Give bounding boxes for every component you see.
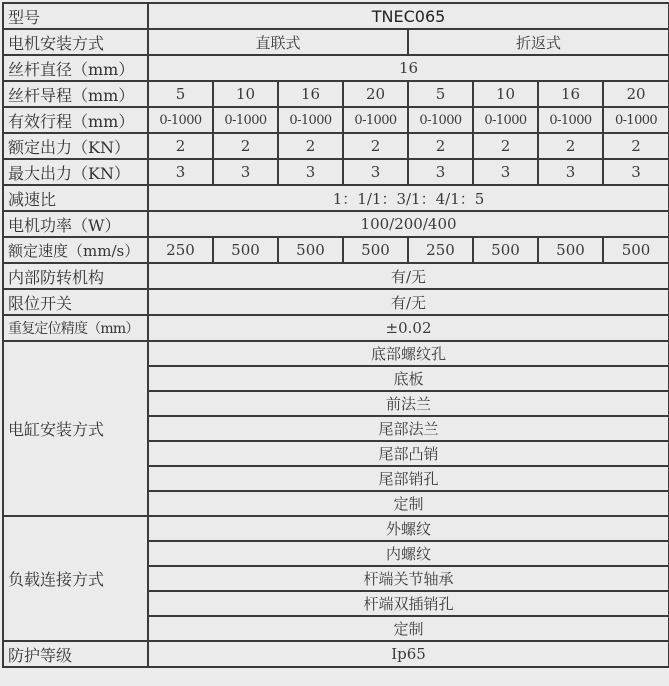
label-repeatability: 重复定位精度（mm） xyxy=(3,315,148,341)
label-anti-rotation: 内部防转机构 xyxy=(3,263,148,289)
label-protection: 防护等级 xyxy=(3,641,148,667)
value-direct-mount: 直联式 xyxy=(148,29,408,55)
cell: 3 xyxy=(473,159,538,185)
cell: 3 xyxy=(408,159,473,185)
cell: 3 xyxy=(278,159,343,185)
label-load-connection: 负载连接方式 xyxy=(3,516,148,641)
row-model xyxy=(3,3,669,29)
cell: 3 xyxy=(213,159,278,185)
label-limit-switch: 限位开关 xyxy=(3,289,148,315)
cell: 250 xyxy=(148,237,213,263)
cylinder-mount-option: 底部螺纹孔 xyxy=(148,341,669,366)
row-stroke xyxy=(3,107,669,133)
cylinder-mount-option: 尾部法兰 xyxy=(148,416,669,441)
row-rated-force xyxy=(3,133,669,159)
label-max-force: 最大出力（KN） xyxy=(3,159,148,185)
cell: 10 xyxy=(213,81,278,107)
spec-table xyxy=(2,2,669,668)
cell: 0-1000 xyxy=(408,107,473,133)
label-stroke: 有效行程（mm） xyxy=(3,107,148,133)
cell: 0-1000 xyxy=(473,107,538,133)
cell: 20 xyxy=(603,81,669,107)
label-model: 型号 xyxy=(3,3,148,29)
load-connection-option: 定制 xyxy=(148,616,669,641)
value-motor-power: 100/200/400 xyxy=(148,211,669,237)
cylinder-mount-option: 前法兰 xyxy=(148,391,669,416)
cell: 0-1000 xyxy=(538,107,603,133)
row-motor-power xyxy=(3,211,669,237)
label-reduction-ratio: 减速比 xyxy=(3,185,148,211)
cell: 3 xyxy=(343,159,408,185)
value-model: TNEC065 xyxy=(148,3,669,29)
value-protection: Ip65 xyxy=(148,641,669,667)
cell: 0-1000 xyxy=(148,107,213,133)
row-reduction-ratio xyxy=(3,185,669,211)
load-connection-option: 杆端双插销孔 xyxy=(148,591,669,616)
row-screw-lead xyxy=(3,81,669,107)
row-motor-mount xyxy=(3,29,669,55)
cell: 3 xyxy=(603,159,669,185)
cylinder-mount-option: 底板 xyxy=(148,366,669,391)
row-repeatability xyxy=(3,315,669,341)
row-limit-switch xyxy=(3,289,669,315)
cell: 500 xyxy=(343,237,408,263)
cell: 2 xyxy=(473,133,538,159)
value-screw-diameter: 16 xyxy=(148,55,669,81)
value-limit-switch: 有/无 xyxy=(148,289,669,315)
row-rated-speed xyxy=(3,237,669,263)
cell: 5 xyxy=(408,81,473,107)
load-connection-option: 内螺纹 xyxy=(148,541,669,566)
row-cylinder-mount xyxy=(3,341,669,366)
value-anti-rotation: 有/无 xyxy=(148,263,669,289)
load-connection-option: 杆端关节轴承 xyxy=(148,566,669,591)
cell: 250 xyxy=(408,237,473,263)
row-protection xyxy=(3,641,669,667)
row-anti-rotation xyxy=(3,263,669,289)
label-motor-mount: 电机安装方式 xyxy=(3,29,148,55)
load-connection-option: 外螺纹 xyxy=(148,516,669,541)
cell: 2 xyxy=(538,133,603,159)
cell: 2 xyxy=(278,133,343,159)
cylinder-mount-option: 尾部销孔 xyxy=(148,466,669,491)
cell: 500 xyxy=(603,237,669,263)
row-screw-diameter xyxy=(3,55,669,81)
label-motor-power: 电机功率（W） xyxy=(3,211,148,237)
cell: 2 xyxy=(603,133,669,159)
cell: 2 xyxy=(148,133,213,159)
cell: 2 xyxy=(343,133,408,159)
cell: 3 xyxy=(148,159,213,185)
cylinder-mount-option: 定制 xyxy=(148,491,669,516)
cell: 0-1000 xyxy=(603,107,669,133)
cell: 2 xyxy=(408,133,473,159)
cell: 500 xyxy=(473,237,538,263)
cylinder-mount-option: 尾部凸销 xyxy=(148,441,669,466)
cell: 10 xyxy=(473,81,538,107)
cell: 20 xyxy=(343,81,408,107)
cell: 3 xyxy=(538,159,603,185)
cell: 2 xyxy=(213,133,278,159)
row-load-connection xyxy=(3,516,669,541)
label-screw-diameter: 丝杆直径（mm） xyxy=(3,55,148,81)
value-folded-mount: 折返式 xyxy=(408,29,669,55)
cell: 0-1000 xyxy=(343,107,408,133)
cell: 16 xyxy=(278,81,343,107)
cell: 16 xyxy=(538,81,603,107)
cell: 500 xyxy=(278,237,343,263)
row-max-force xyxy=(3,159,669,185)
cell: 500 xyxy=(213,237,278,263)
label-cylinder-mount: 电缸安装方式 xyxy=(3,341,148,516)
cell: 5 xyxy=(148,81,213,107)
cell: 0-1000 xyxy=(213,107,278,133)
cell: 500 xyxy=(538,237,603,263)
label-screw-lead: 丝杆导程（mm） xyxy=(3,81,148,107)
cell: 0-1000 xyxy=(278,107,343,133)
value-reduction-ratio: 1：1/1：3/1：4/1：5 xyxy=(148,185,669,211)
label-rated-speed: 额定速度（mm/s） xyxy=(3,237,148,263)
label-rated-force: 额定出力（KN） xyxy=(3,133,148,159)
value-repeatability: ±0.02 xyxy=(148,315,669,341)
